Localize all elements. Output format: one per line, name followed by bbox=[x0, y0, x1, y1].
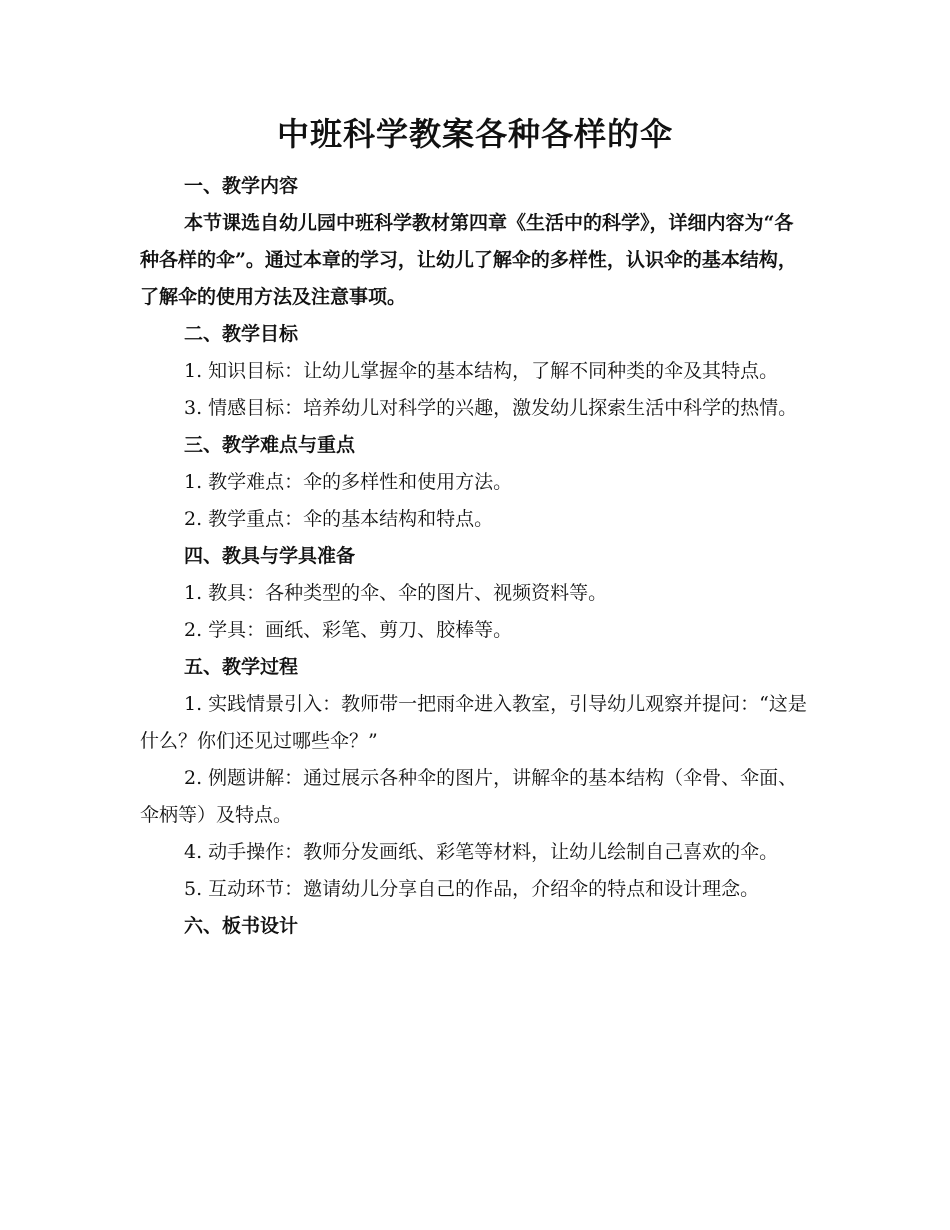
list-item: 3. 情感目标：培养幼儿对科学的兴趣，激发幼儿探索生活中科学的热情。 bbox=[184, 397, 798, 419]
section-heading: 一、教学内容 bbox=[184, 175, 299, 197]
list-item: 1. 知识目标：让幼儿掌握伞的基本结构，了解不同种类的伞及其特点。 bbox=[184, 360, 779, 382]
list-item: 2. 教学重点：伞的基本结构和特点。 bbox=[184, 508, 494, 530]
section-paragraph: 本节课选自幼儿园中班科学教材第四章《生活中的科学》，详细内容为“各种各样的伞”。通过本章的学习，让幼儿了解伞的多样性，认识伞的基本结构，了解伞的使用方法及注意事项。 bbox=[140, 212, 797, 308]
section-heading: 四、教具与学具准备 bbox=[184, 545, 356, 567]
list-item: 5. 互动环节：邀请幼儿分享自己的作品，介绍伞的特点和设计理念。 bbox=[184, 878, 760, 900]
section-heading: 三、教学难点与重点 bbox=[184, 434, 356, 456]
section-heading: 五、教学过程 bbox=[184, 656, 299, 678]
section-heading: 六、板书设计 bbox=[184, 915, 299, 937]
document-title: 中班科学教案各种各样的伞 bbox=[276, 115, 673, 153]
document-body bbox=[140, 168, 810, 945]
list-item: 2. 学具：画纸、彩笔、剪刀、胶棒等。 bbox=[184, 619, 513, 641]
list-item: 1. 教学难点：伞的多样性和使用方法。 bbox=[184, 471, 513, 493]
list-item: 2. 例题讲解：通过展示各种伞的图片，讲解伞的基本结构（伞骨、伞面、伞柄等）及特点。 bbox=[140, 767, 798, 826]
list-item: 1. 实践情景引入：教师带一把雨伞进入教室，引导幼儿观察并提问：“这是什么？你们还见过哪些伞？” bbox=[140, 693, 807, 752]
list-item: 1. 教具：各种类型的伞、伞的图片、视频资料等。 bbox=[184, 582, 608, 604]
list-item: 4. 动手操作：教师分发画纸、彩笔等材料，让幼儿绘制自己喜欢的伞。 bbox=[184, 841, 779, 863]
section-heading: 二、教学目标 bbox=[184, 323, 299, 345]
